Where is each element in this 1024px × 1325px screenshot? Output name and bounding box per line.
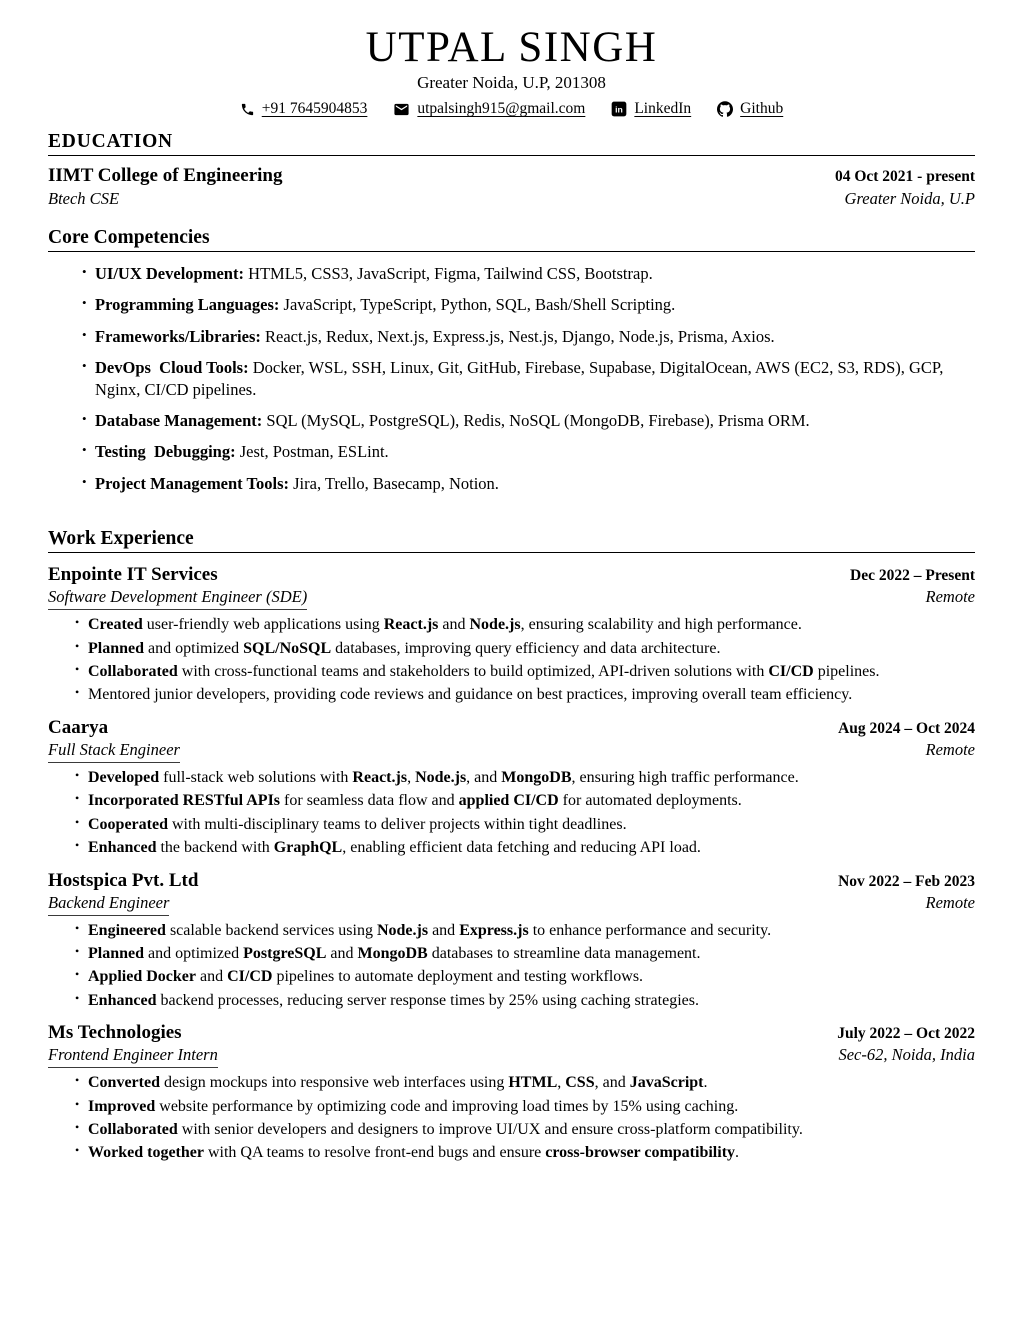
job-title: Frontend Engineer Intern	[48, 1045, 218, 1068]
phone-number: +91 7645904853	[261, 100, 368, 118]
bullet-segment: .	[703, 1074, 708, 1092]
bullet-segment: and	[326, 944, 358, 962]
competency-item	[82, 357, 975, 401]
bullet-item	[75, 662, 975, 683]
name-title: UTPAL SINGH	[365, 24, 658, 71]
job-subheader-row	[48, 1045, 975, 1068]
bullet-segment: CSS	[565, 1074, 595, 1092]
education-header-row	[48, 165, 975, 187]
job-header-row	[48, 870, 975, 892]
job-company: Hostspica Pvt. Ltd	[48, 869, 199, 891]
bullet-segment: Incorporated RESTful APIs	[88, 792, 281, 810]
bullet-segment: Developed	[88, 768, 160, 786]
job-entry	[48, 870, 975, 1012]
bullet-segment: ,	[557, 1074, 566, 1092]
competency-text: JavaScript, TypeScript, Python, SQL, Bash/Shell Scripting.	[283, 295, 676, 315]
bullet-segment: pipelines.	[813, 662, 880, 680]
bullet-item	[75, 768, 975, 789]
bullet-item	[75, 944, 975, 965]
bullet-segment: Cooperated	[88, 815, 168, 833]
bullet-segment: Planned	[88, 944, 145, 962]
bullet-segment: Created	[88, 616, 143, 634]
bullet-segment: user-friendly web applications using	[142, 616, 384, 634]
job-location: Sec-62, Noida, India	[838, 1045, 975, 1065]
bullet-segment: , and	[466, 768, 502, 786]
bullet-segment: Enhanced	[88, 838, 157, 856]
bullet-segment: , ensuring scalability and high performance.	[520, 616, 802, 634]
bullet-segment: applied CI/CD	[458, 792, 559, 810]
bullet-segment: MongoDB	[357, 944, 428, 962]
competency-label: Frameworks/Libraries:	[95, 326, 266, 346]
competency-text: Jest, Postman, ESLint.	[239, 442, 389, 462]
bullet-item	[75, 1143, 975, 1164]
job-company: Caarya	[48, 716, 109, 738]
job-bullets	[48, 921, 975, 1012]
bullet-segment: Mentored junior developers, providing code reviews and guidance on best practices, improving overall team efficiency.	[88, 686, 853, 704]
bullet-segment: and optimized	[144, 639, 244, 657]
education-dates: 04 Oct 2021 - present	[834, 168, 975, 186]
competency-text: Docker, WSL, SSH, Linux, Git, GitHub, Firebase, Supabase, DigitalOcean, AWS (EC2, S3, RDS), GCP, Nginx, CI/CD pipelines.	[95, 357, 944, 399]
bullet-segment: with senior developers and designers to improve UI/UX and ensure cross-platform compatibility.	[177, 1120, 803, 1138]
bullet-segment: Node.js	[376, 921, 429, 939]
job-dates: July 2022 – Oct 2022	[837, 1025, 975, 1043]
bullet-item	[75, 1097, 975, 1118]
linkedin-icon	[611, 101, 627, 117]
bullet-segment: Express.js	[459, 921, 529, 939]
job-dates: Dec 2022 – Present	[850, 567, 975, 585]
contact-bar	[48, 100, 975, 118]
competency-item	[82, 263, 975, 285]
bullet-item	[75, 838, 975, 859]
job-header-row	[48, 717, 975, 739]
bullet-segment: full-stack web solutions with	[159, 768, 353, 786]
bullet-segment: for seamless data flow and	[280, 792, 459, 810]
bullet-segment: for automated deployments.	[558, 792, 742, 810]
bullet-segment: GraphQL	[273, 838, 343, 856]
bullet-segment: HTML	[508, 1074, 558, 1092]
bullet-item	[75, 1073, 975, 1094]
email-link[interactable]	[393, 100, 585, 118]
competency-label: Testing Debugging:	[95, 442, 240, 462]
bullet-segment: CI/CD	[768, 662, 814, 680]
job-subheader-row	[48, 893, 975, 916]
job-title: Full Stack Engineer	[48, 740, 180, 763]
experience-section	[48, 528, 975, 1164]
bullet-segment: and	[428, 921, 460, 939]
bullet-item	[75, 921, 975, 942]
bullet-segment: ,	[407, 768, 416, 786]
bullet-segment: Collaborated	[88, 1120, 178, 1138]
bullet-segment: with cross-functional teams and stakeholders to build optimized, API-driven solutions with	[177, 662, 769, 680]
competency-item	[82, 326, 975, 348]
phone-icon	[240, 102, 255, 117]
education-location: Greater Noida, U.P	[844, 189, 975, 209]
email-address: utpalsingh915@gmail.com	[417, 100, 586, 118]
github-label: Github	[740, 100, 784, 118]
bullet-item	[75, 967, 975, 988]
job-company: Enpointe IT Services	[48, 564, 218, 586]
education-section	[48, 131, 975, 209]
bullet-segment: , enabling efficient data fetching and reducing API load.	[342, 838, 701, 856]
bullet-segment: Improved	[88, 1097, 156, 1115]
linkedin-label: LinkedIn	[634, 100, 692, 118]
bullet-segment: JavaScript	[629, 1074, 704, 1092]
job-bullets	[48, 768, 975, 859]
bullet-segment: with QA teams to resolve front-end bugs and ensure	[203, 1144, 546, 1162]
bullet-segment: pipelines to automate deployment and testing workflows.	[272, 968, 644, 986]
competency-text: React.js, Redux, Next.js, Express.js, Nest.js, Django, Node.js, Prisma, Axios.	[265, 326, 775, 346]
job-subheader-row	[48, 740, 975, 763]
job-company: Ms Technologies	[48, 1022, 182, 1044]
competency-text: HTML5, CSS3, JavaScript, Figma, Tailwind CSS, Bootstrap.	[248, 264, 653, 284]
svg-text:in: in	[615, 104, 624, 115]
bullet-segment: cross-browser compatibility	[545, 1144, 736, 1162]
competencies-heading: Core Competencies	[48, 227, 975, 252]
job-title: Software Development Engineer (SDE)	[48, 587, 307, 610]
bullet-segment: .	[735, 1144, 740, 1162]
bullet-segment: backend processes, reducing server response times by 25% using caching strategies.	[156, 991, 699, 1009]
bullet-segment: SQL/NoSQL	[243, 639, 332, 657]
job-header-row	[48, 564, 975, 586]
bullet-segment: and	[438, 616, 470, 634]
job-location: Remote	[925, 587, 975, 607]
bullet-segment: databases to streamline data management.	[427, 944, 701, 962]
header-location: Greater Noida, U.P, 201308	[417, 73, 606, 93]
bullet-item	[75, 791, 975, 812]
jobs-container	[48, 564, 975, 1164]
competency-text: SQL (MySQL, PostgreSQL), Redis, NoSQL (MongoDB, Firebase), Prisma ORM.	[266, 410, 810, 430]
bullet-segment: Converted	[88, 1074, 160, 1092]
job-location: Remote	[925, 892, 975, 912]
bullet-segment: MongoDB	[501, 768, 572, 786]
experience-heading: Work Experience	[48, 528, 975, 553]
bullet-item	[75, 991, 975, 1012]
job-dates: Nov 2022 – Feb 2023	[838, 872, 975, 890]
bullet-segment: PostgreSQL	[243, 944, 327, 962]
education-heading: EDUCATION	[48, 131, 975, 156]
job-title: Backend Engineer	[48, 893, 169, 916]
job-subheader-row	[48, 587, 975, 610]
bullet-segment: the backend with	[156, 838, 274, 856]
bullet-segment: CI/CD	[227, 968, 273, 986]
bullet-segment: with multi-disciplinary teams to deliver projects within tight deadlines.	[167, 815, 627, 833]
email-icon	[393, 101, 410, 118]
bullet-segment: website performance by optimizing code and improving load times by 15% using caching.	[155, 1097, 739, 1115]
competency-item	[82, 441, 975, 463]
job-entry	[48, 1022, 975, 1164]
school-name: IIMT College of Engineering	[48, 165, 283, 187]
bullet-segment: Collaborated	[88, 662, 178, 680]
job-bullets	[48, 615, 975, 706]
bullet-segment: Worked together	[88, 1144, 204, 1162]
github-link[interactable]	[717, 100, 783, 118]
job-dates: Aug 2024 – Oct 2024	[838, 719, 975, 737]
github-icon	[717, 101, 733, 117]
bullet-segment: design mockups into responsive web interfaces using	[159, 1074, 509, 1092]
bullet-segment: to enhance performance and security.	[528, 921, 772, 939]
competency-label: DevOps Cloud Tools:	[95, 357, 253, 377]
competency-label: Programming Languages:	[95, 295, 284, 315]
bullet-item	[75, 685, 975, 706]
bullet-segment: , ensuring high traffic performance.	[571, 768, 799, 786]
bullet-segment: , and	[594, 1074, 630, 1092]
bullet-segment: Engineered	[88, 921, 166, 939]
competency-item	[82, 410, 975, 432]
competency-label: Database Management:	[95, 410, 267, 430]
bullet-segment: and	[196, 968, 228, 986]
bullet-item	[75, 615, 975, 636]
job-bullets	[48, 1073, 975, 1164]
job-entry	[48, 717, 975, 859]
header	[48, 25, 975, 118]
linkedin-link[interactable]	[611, 100, 691, 118]
job-location: Remote	[925, 739, 975, 759]
bullet-item	[75, 1120, 975, 1141]
bullet-segment: Applied Docker	[88, 968, 196, 986]
competency-label: UI/UX Development:	[95, 264, 249, 284]
bullet-item	[75, 815, 975, 836]
degree: Btech CSE	[48, 189, 120, 209]
phone-link[interactable]	[240, 100, 368, 118]
competencies-list	[48, 263, 975, 494]
education-subheader-row	[48, 189, 975, 209]
bullet-segment: React.js	[352, 768, 408, 786]
competency-text: Jira, Trello, Basecamp, Notion.	[293, 473, 499, 493]
bullet-segment: Node.js	[469, 616, 521, 634]
bullet-segment: databases, improving query efficiency and data architecture.	[331, 639, 721, 657]
competency-item	[82, 473, 975, 495]
bullet-segment: Planned	[88, 639, 145, 657]
bullet-segment: Enhanced	[88, 991, 157, 1009]
job-header-row	[48, 1022, 975, 1044]
bullet-segment: scalable backend services using	[165, 921, 377, 939]
bullet-segment: React.js	[383, 616, 439, 634]
bullet-item	[75, 639, 975, 660]
competency-label: Project Management Tools:	[95, 473, 294, 493]
competency-item	[82, 294, 975, 316]
bullet-segment: Node.js	[415, 768, 467, 786]
bullet-segment: and optimized	[144, 944, 244, 962]
competencies-section	[48, 227, 975, 494]
job-entry	[48, 564, 975, 706]
